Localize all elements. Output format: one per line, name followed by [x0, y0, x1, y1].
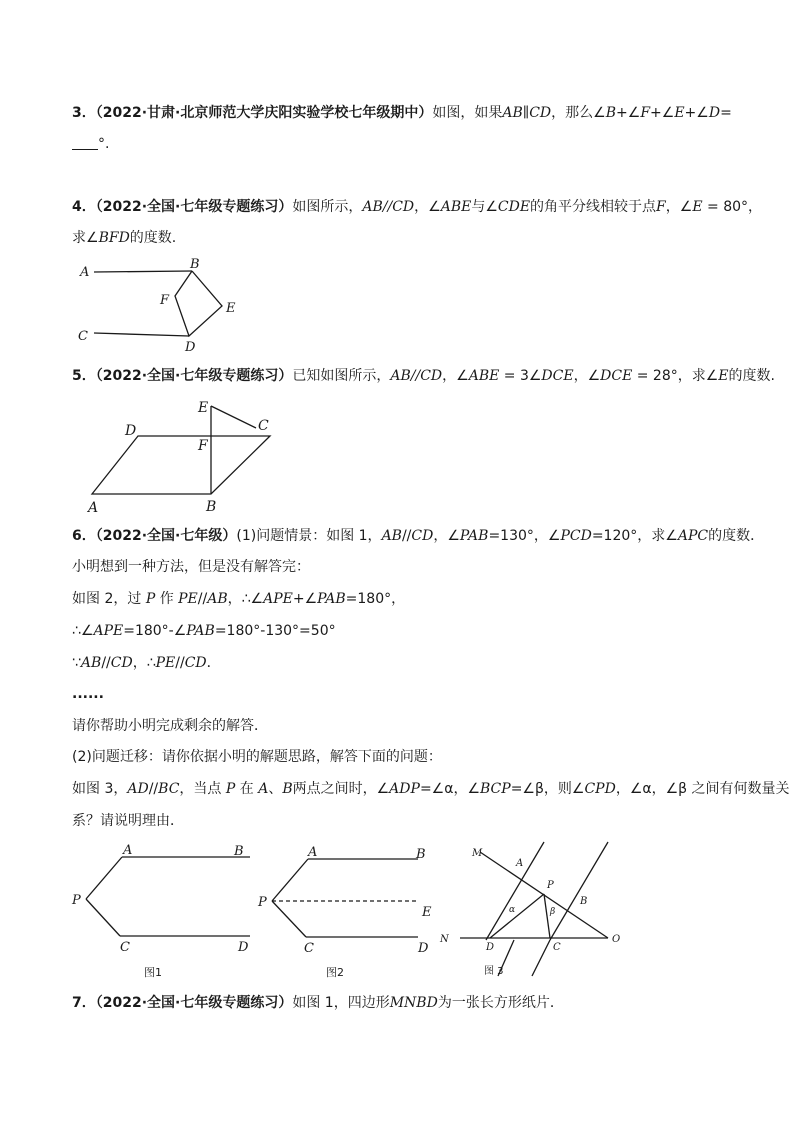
q6-math: CD — [184, 655, 207, 671]
q4-line-2 — [72, 228, 176, 248]
q5-math: ABE — [468, 368, 500, 384]
q4-text: 与∠ — [471, 199, 498, 215]
q4-text: ，∠ — [665, 199, 693, 215]
q6-math: ADP — [389, 781, 420, 797]
label-b: B — [234, 844, 244, 859]
q6-text: +∠ — [292, 591, 318, 607]
figure-3-caption: 图 3 — [484, 966, 504, 977]
q6-text: =180°， — [345, 591, 406, 607]
q4-text: = 80°， — [702, 199, 763, 215]
q6-math: CPD — [584, 781, 616, 797]
q3-math: D — [708, 105, 721, 121]
label-d: D — [185, 340, 196, 355]
label-b: B — [190, 257, 200, 272]
label-o: O — [612, 934, 621, 945]
q4-math: CDE — [497, 199, 531, 215]
q3-text: 如图，如果 — [432, 105, 503, 121]
q6-line-6 — [72, 684, 104, 704]
q6-math: B — [282, 781, 293, 797]
label-b: B — [206, 499, 217, 515]
q6-math: PAB — [186, 623, 215, 639]
q6-math: AD — [127, 781, 149, 797]
label-c: C — [553, 942, 561, 953]
q6-figure-3 — [436, 836, 636, 984]
line-ad — [486, 842, 544, 940]
q3-number: 3． — [72, 105, 96, 121]
q4-math: F — [656, 199, 666, 215]
q5-text: ，∠ — [442, 368, 469, 384]
q4-source: （2022·全国·七年级专题练习） — [95, 199, 293, 215]
label-d: D — [238, 940, 249, 955]
q6-text: ． — [206, 655, 221, 671]
q5-math: DCE — [600, 368, 633, 384]
label-e: E — [422, 905, 432, 920]
q6-text: ，∴ — [132, 655, 156, 671]
q7-text: 为一张长方形纸片． — [437, 995, 564, 1011]
q6-text: 小明想到一种方法，但是没有解答完： — [72, 559, 310, 575]
q7-line-1 — [72, 993, 564, 1013]
q6-line-7 — [72, 716, 268, 736]
label-c: C — [78, 329, 88, 344]
q3-text: +∠ — [616, 105, 641, 121]
q3-text: ，那么∠ — [551, 105, 606, 121]
q5-text: = 28°，求∠ — [632, 368, 719, 384]
line-pa — [86, 857, 122, 899]
q6-math: PCD — [560, 528, 592, 544]
line-dp — [490, 894, 544, 938]
q6-math: AB — [381, 528, 402, 544]
angle-beta-label: β — [550, 907, 556, 917]
q6-text: // — [101, 655, 111, 671]
q3-line-2 — [72, 134, 109, 154]
q6-text: ∵ — [72, 655, 81, 671]
q6-math: P — [145, 591, 156, 607]
label-f: F — [198, 438, 208, 454]
q6-text: ...... — [72, 686, 104, 702]
q4-text: 的度数. — [129, 230, 177, 246]
q4-text: ，∠ — [414, 199, 441, 215]
q3-source: （2022·甘肃·北京师范大学庆阳实验学校七年级期中） — [95, 105, 433, 121]
answer-blank[interactable] — [72, 135, 98, 150]
q6-math: AB — [80, 655, 102, 671]
q6-text: (1)问题情景：如图 1， — [236, 528, 382, 544]
q7-math: MNBD — [389, 995, 438, 1011]
q6-line-10 — [72, 811, 184, 831]
q3-text: °. — [98, 136, 110, 152]
q6-text: 在 — [239, 781, 254, 797]
q5-number: 5． — [72, 368, 96, 384]
q6-figure-1 — [68, 838, 258, 983]
label-p: P — [547, 880, 554, 891]
q6-line-5 — [72, 653, 221, 673]
label-n: N — [440, 934, 449, 945]
q6-text: 如图 2，过 — [72, 591, 142, 607]
q5-text: 的度数. — [728, 368, 775, 384]
q5-line-1 — [72, 366, 775, 386]
q6-math: PE — [155, 655, 176, 671]
q3-math: E — [674, 105, 685, 121]
q5-source: （2022·全国·七年级专题练习） — [95, 368, 293, 384]
q6-text: // — [175, 655, 185, 671]
q6-text: // — [197, 591, 208, 607]
q3-line-1 — [72, 103, 732, 123]
q5-text: 已知如图所示， — [292, 368, 391, 384]
q7-text: 如图 1，四边形 — [292, 995, 390, 1011]
q6-text: ，∠α，∠β 之间有何数量关 — [615, 781, 790, 797]
q6-text: 两点之间时，∠ — [292, 781, 390, 797]
q4-text: 的角平分线相较于点 — [530, 199, 657, 215]
q7-number: 7． — [72, 995, 96, 1011]
label-a: A — [88, 500, 99, 516]
line-pc — [272, 901, 306, 937]
q6-line-4 — [72, 621, 336, 641]
line-cd — [94, 333, 189, 336]
q4-math: E — [692, 199, 703, 215]
label-a: A — [516, 858, 524, 869]
line-pc — [86, 899, 120, 936]
q6-text: ，∠ — [433, 528, 460, 544]
label-d: D — [125, 423, 137, 439]
q6-text: =∠β，则∠ — [510, 781, 585, 797]
q6-text: =120°，求∠ — [591, 528, 678, 544]
q6-line-1 — [72, 526, 764, 546]
label-d: D — [486, 942, 495, 953]
angle-alpha-label: α — [509, 905, 516, 915]
q3-math: B — [605, 105, 617, 121]
q6-line-2 — [72, 557, 310, 577]
q4-figure — [72, 258, 252, 358]
q6-line-8 — [72, 747, 442, 767]
q5-math: DCE — [541, 368, 574, 384]
label-p: P — [72, 893, 81, 908]
label-b: B — [580, 896, 588, 907]
q6-math: A — [258, 781, 269, 797]
label-p: P — [258, 895, 267, 910]
label-m: M — [472, 848, 483, 859]
label-a: A — [308, 845, 318, 860]
q6-text: ，当点 — [179, 781, 222, 797]
q6-text: =130°，∠ — [488, 528, 561, 544]
q6-math: BC — [158, 781, 180, 797]
label-a: A — [80, 265, 90, 280]
label-c: C — [258, 418, 269, 434]
q4-text: 求∠ — [72, 230, 99, 246]
q6-text: 如图 3， — [72, 781, 128, 797]
q6-text: // — [148, 781, 159, 797]
label-f: F — [160, 293, 170, 308]
q6-line-9 — [72, 779, 790, 799]
line-bc — [550, 842, 608, 940]
q6-text: // — [401, 528, 412, 544]
q5-text: = 3∠ — [499, 368, 542, 384]
q6-math: APE — [93, 623, 124, 639]
q6-text: 的度数． — [708, 528, 765, 544]
q6-text: 系？请说明理由． — [72, 813, 184, 829]
q6-math: AB — [207, 591, 228, 607]
parallelogram-abcd — [92, 436, 270, 494]
q3-text: = — [720, 105, 732, 121]
q6-math: PAB — [459, 528, 489, 544]
q3-math: F — [640, 105, 651, 121]
q6-text: ∴∠ — [72, 623, 94, 639]
q6-math: BCP — [480, 781, 511, 797]
q4-text: 如图所示， — [292, 199, 363, 215]
q6-text: 、 — [268, 781, 283, 797]
line-ab — [94, 271, 192, 272]
q3-text: +∠ — [684, 105, 709, 121]
figure-1-caption: 图1 — [144, 966, 162, 979]
line-pa — [272, 859, 308, 901]
q6-text: 作 — [159, 591, 174, 607]
line-ec — [211, 406, 256, 428]
q6-math: PAB — [317, 591, 346, 607]
q5-math: E — [718, 368, 729, 384]
q4-number: 4． — [72, 199, 96, 215]
q4-math: BFD — [98, 230, 130, 246]
line-c-extension — [532, 940, 550, 976]
q5-text: ，∠ — [573, 368, 601, 384]
label-b: B — [416, 847, 426, 862]
q6-number: 6． — [72, 528, 96, 544]
label-e: E — [198, 400, 209, 416]
q6-text: 请你帮助小明完成剩余的解答． — [72, 718, 268, 734]
figure-outline — [175, 271, 222, 336]
q6-figure-2 — [254, 838, 444, 983]
q6-text: =180°-130°=50° — [214, 623, 336, 639]
q3-text: +∠ — [650, 105, 675, 121]
q4-line-1 — [72, 197, 762, 217]
q4-math: ABE — [440, 199, 472, 215]
q3-math: AB∥CD — [502, 105, 552, 121]
q6-text: (2)问题迁移：请你依据小明的解题思路，解答下面的问题： — [72, 749, 442, 765]
q6-line-3 — [72, 589, 405, 609]
q6-math: P — [225, 781, 236, 797]
q6-math: APE — [263, 591, 293, 607]
q6-math: PE — [178, 591, 198, 607]
q6-math: APC — [677, 528, 709, 544]
q6-source: （2022·全国·七年级） — [95, 528, 237, 544]
q6-text: =∠α，∠ — [419, 781, 480, 797]
label-d: D — [418, 941, 429, 956]
q5-math: AB//CD — [390, 368, 443, 384]
q5-figure — [78, 392, 278, 518]
label-c: C — [120, 940, 130, 955]
q6-text: =180°-∠ — [123, 623, 187, 639]
q6-text: ，∴∠ — [227, 591, 264, 607]
label-a: A — [123, 843, 133, 858]
q6-math: CD — [411, 528, 434, 544]
figure-2-caption: 图2 — [326, 966, 344, 979]
label-c: C — [304, 941, 314, 956]
q7-source: （2022·全国·七年级专题练习） — [95, 995, 293, 1011]
q6-math: CD — [110, 655, 133, 671]
label-e: E — [226, 301, 236, 316]
q4-math: AB//CD — [362, 199, 415, 215]
